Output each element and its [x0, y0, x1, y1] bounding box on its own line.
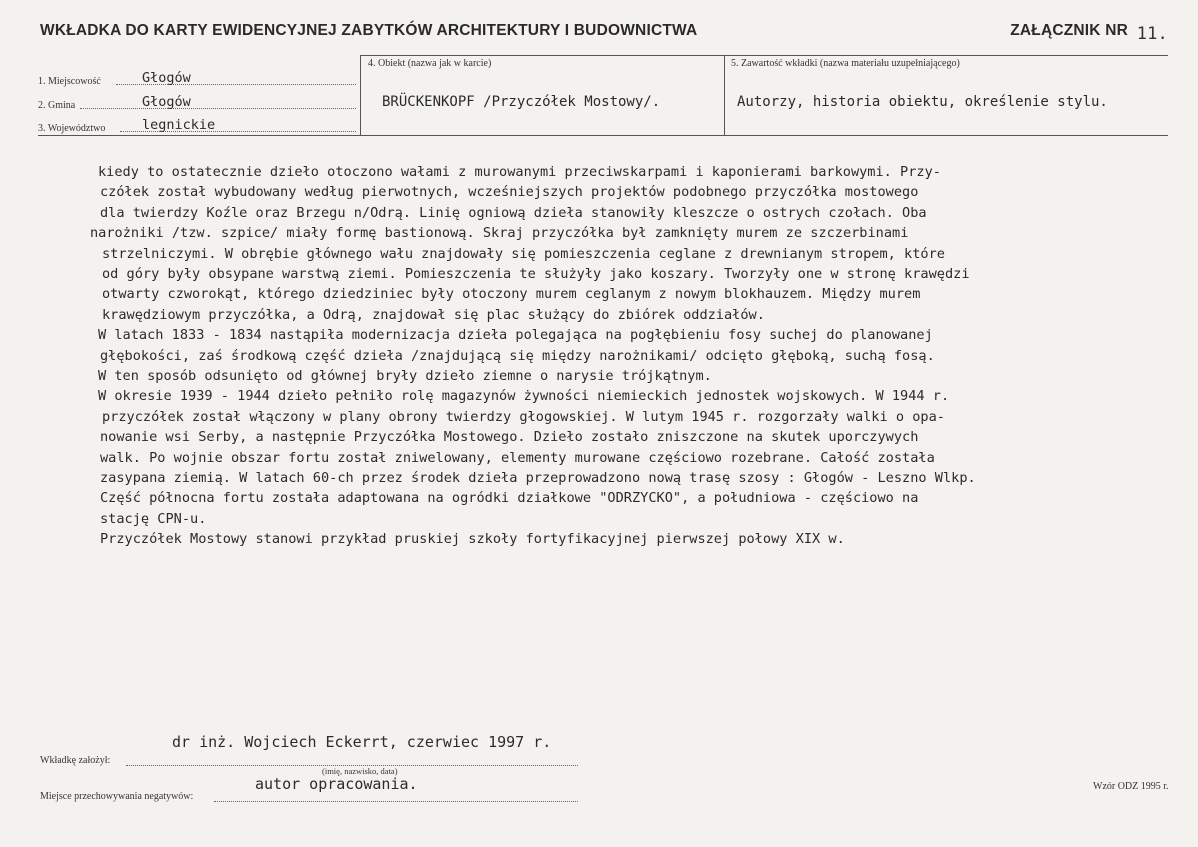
form-title: WKŁADKA DO KARTY EWIDENCYJNEJ ZABYTKÓW ARCHITEKTURY I BUDOWNICTWA [40, 22, 698, 39]
commune-dotline [80, 108, 356, 109]
header [40, 20, 1168, 46]
object-box-value: BRÜCKENKOPF /Przyczółek Mostowy/. [382, 94, 661, 110]
annex-number: 11. [1136, 24, 1168, 44]
contents-box-value: Autorzy, historia obiektu, określenie stylu. [737, 94, 1108, 110]
commune-label: 2. Gmina [38, 100, 76, 111]
voivodeship-label: 3. Województwo [38, 123, 106, 134]
created-by-hint: (imię, nazwisko, data) [322, 766, 398, 776]
form-code: Wzór ODZ 1995 r. [1093, 781, 1169, 792]
history-text-line: krawędziowym przyczółka, a Odrą, znajdował się plac służący do zbiórek oddziałów. [102, 306, 765, 323]
commune-value: Głogów [142, 94, 191, 110]
header-bottom-rule [38, 135, 1168, 136]
locality-field [38, 68, 356, 88]
history-text-line: dla twierdzy Koźle oraz Brzegu n/Odrą. Linię ogniową dzieła stanowiły kleszcze o ostrych czołach. Oba [100, 204, 927, 221]
box-divider-left [360, 55, 361, 135]
history-text-line: kiedy to ostatecznie dzieło otoczono wałami z murowanymi przeciwskarpami i kaponierami barkowymi. Przy- [98, 164, 941, 180]
history-text-line: od góry były obsypane warstwą ziemi. Pomieszczenia te służyły jako koszary. Tworzyły one w stronę krawędzi [102, 266, 970, 282]
object-box-label: 4. Obiekt (nazwa jak w karcie) [368, 58, 492, 69]
negatives-location-label: Miejsce przechowywania negatywów: [40, 791, 194, 802]
locality-value: Głogów [142, 70, 191, 86]
history-text-line: nowanie wsi Serby, a następnie Przyczółka Mostowego. Dzieło zostało zniszczone na skutek uporczywych [100, 429, 919, 446]
commune-field [38, 92, 356, 112]
author-signature-typed: dr inż. Wojciech Eckerrt, czerwiec 1997 r. [172, 733, 552, 751]
history-text-line: Przyczółek Mostowy stanowi przykład pruskiej szkoły fortyfikacyjnej pierwszej połowy XIX w. [100, 531, 845, 548]
history-text-line: głębokości, zaś środkową część dzieła /znajdującą się między narożnikami/ odcięto głęboką, suchą fosą. [100, 347, 935, 364]
history-text-line: otwarty czworokąt, którego dziedziniec były otoczony murem ceglanym z nowym blokhauzem. Między murem [102, 286, 921, 303]
annex-label: ZAŁĄCZNIK NR [1010, 22, 1128, 39]
history-text-line: walk. Po wojnie obszar fortu został zniwelowany, elementy murowane częściowo rozebrane. Całość została [100, 449, 935, 466]
contents-box-label: 5. Zawartość wkładki (nazwa materiału uzupełniającego) [731, 58, 960, 69]
voivodeship-value: legnickie [142, 117, 216, 133]
history-text-line: W ten sposób odsunięto od głównej bryły dzieło ziemne o narysie trójkątnym. [98, 368, 712, 384]
history-text-line: W okresie 1939 - 1944 dzieło pełniło rolę magazynów żywności niemieckich jednostek wojskowych. W 1944 r. [98, 388, 950, 405]
history-text-line: czółek został wybudowany według pierwotnych, wcześniejszych projektów podobnego przyczółka mostowego [100, 184, 919, 201]
created-by-label: Wkładkę założył: [40, 755, 111, 766]
voivodeship-field [38, 115, 356, 135]
locality-label: 1. Miejscowość [38, 76, 101, 87]
negatives-location-dotline [214, 801, 578, 802]
history-text-line: W latach 1833 - 1834 nastąpiła modernizacja dzieła polegająca na pogłębieniu fosy suchej do planowanej [98, 327, 933, 344]
history-text-line: Część północna fortu została adaptowana na ogródki działkowe "ODRZYCKO", a południowa - częściowo na [100, 490, 919, 507]
history-text-line: przyczółek został włączony w plany obrony twierdzy głogowskiej. W lutym 1945 r. rozgorzały walki o opa- [102, 408, 945, 425]
box-divider-right [724, 55, 725, 135]
author-role: autor opracowania. [255, 775, 418, 793]
history-text-line: stację CPN-u. [100, 510, 207, 527]
history-text-line: narożniki /tzw. szpice/ miały formę bastionową. Skraj przyczółka był zamknięty murem ze szczerbinami [90, 225, 909, 242]
history-text-line: zasypana ziemią. W latach 60-ch przez środek dzieła przeprowadzono nową trasę szosy : Głogów - Leszno Wlkp. [100, 470, 976, 486]
header-top-rule [360, 55, 1168, 56]
history-text-line: strzelniczymi. W obrębie głównego wału znajdowały się pomieszczenia ceglane z drewnianym stropem, które [102, 245, 945, 262]
